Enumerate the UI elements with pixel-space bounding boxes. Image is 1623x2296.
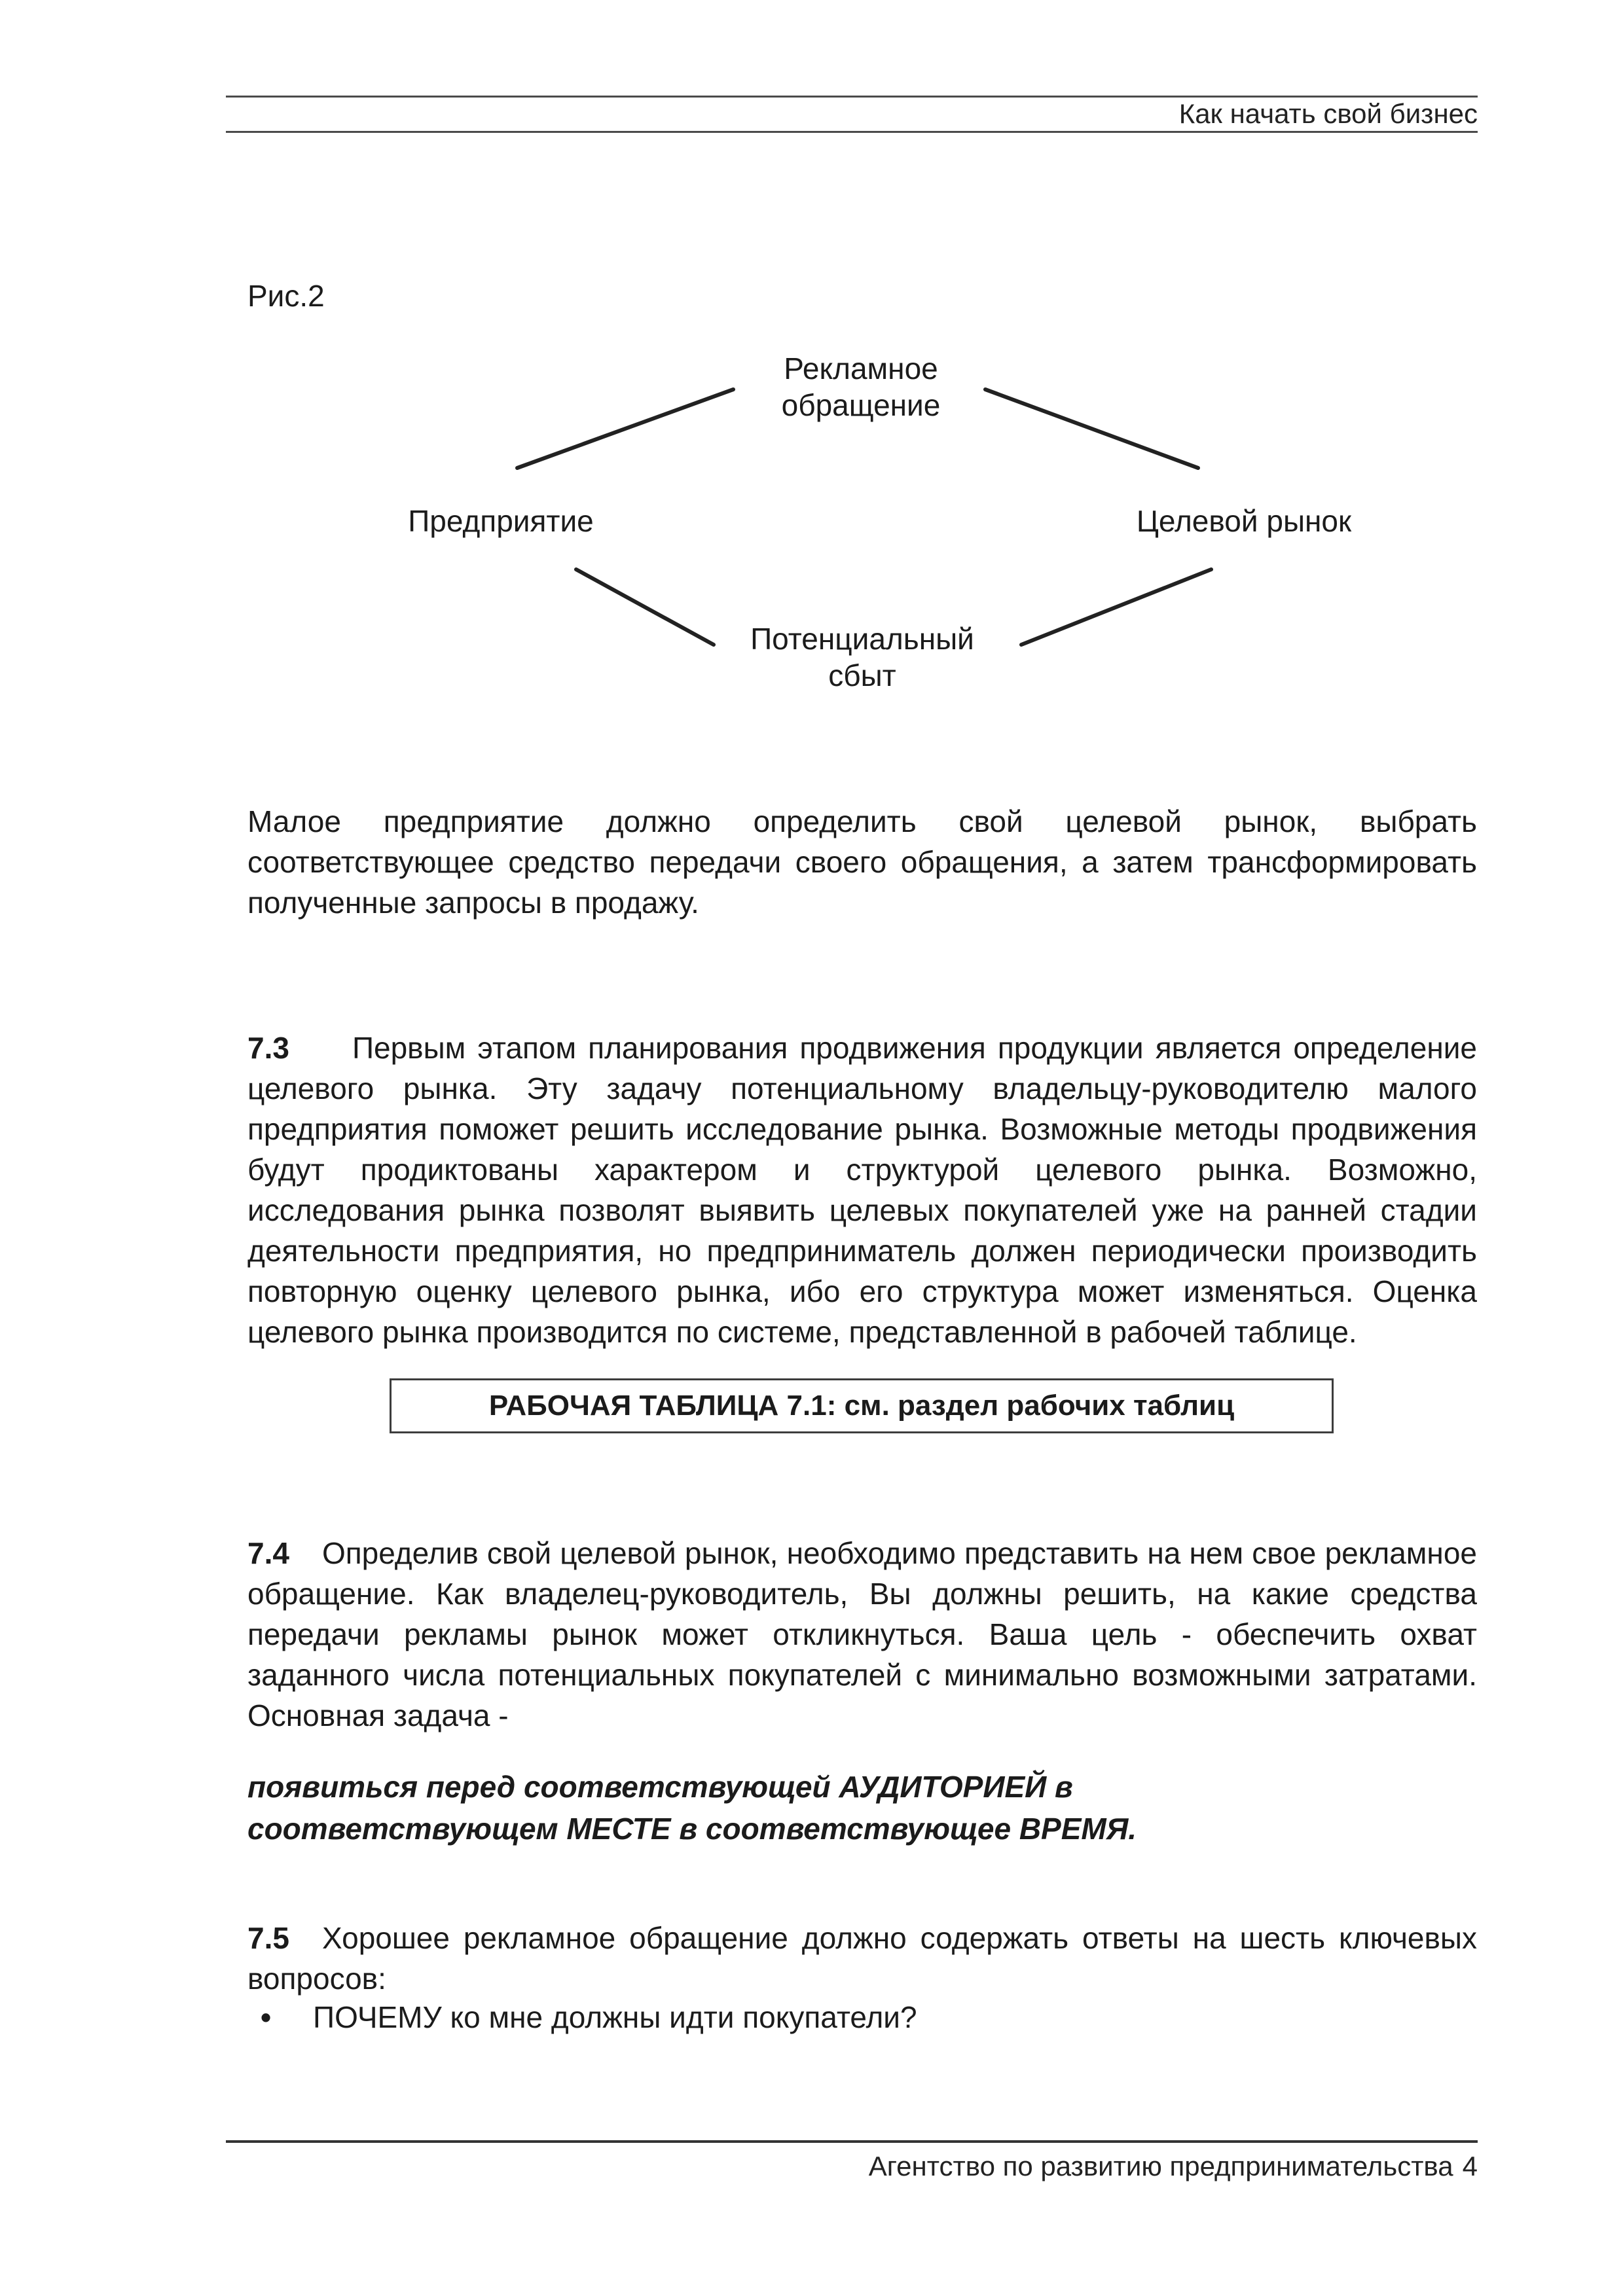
- section-7-4-number: 7.4: [247, 1536, 289, 1570]
- bullet-item: [247, 1998, 1477, 2037]
- figure-node-ad-message: Рекламное обращение: [781, 351, 941, 422]
- line-enterprise-to-ad-message: [517, 389, 733, 468]
- motto-text: появиться перед соответствующей АУДИТОРИЕЙ в соответствующем МЕСТЕ в соответствующее ВРЕМЯ.: [247, 1770, 1137, 1846]
- section-7-3: [247, 1028, 1477, 1352]
- bullet-marker: •: [261, 2000, 272, 2034]
- section-7-5-text: Хорошее рекламное обращение должно содержать ответы на шесть ключевых вопросов:: [247, 1921, 1477, 1996]
- footer-page-number: 4: [1462, 2151, 1478, 2181]
- bullet-text: ПОЧЕМУ ко мне должны идти покупатели?: [313, 2000, 917, 2034]
- worksheet-box-label: РАБОЧАЯ ТАБЛИЦА 7.1: см. раздел рабочих таблиц: [488, 1390, 1235, 1422]
- header-rule-top: [226, 96, 1478, 98]
- footer-rule: [226, 2140, 1478, 2143]
- figure-node-enterprise: Предприятие: [408, 504, 594, 538]
- section-7-5: [247, 1918, 1477, 1999]
- section-7-3-number: 7.3: [247, 1031, 289, 1065]
- paragraph-intro: Малое предприятие должно определить свой целевой рынок, выбрать соответствующее средство передачи своего обращения, а затем трансформировать полученные запросы в продажу.: [247, 804, 1477, 920]
- section-7-5-number: 7.5: [247, 1921, 289, 1955]
- figure-node-target-market: Целевой рынок: [1136, 504, 1352, 538]
- header-rule-bottom: [226, 131, 1478, 133]
- line-ad-message-to-target-market: [985, 389, 1198, 468]
- page-footer: [869, 2149, 1478, 2183]
- figure-node-potential-sales: Потенциальный сбыт: [750, 622, 974, 692]
- line-potential-sales-to-target-market: [1021, 569, 1211, 645]
- header-title: Как начать свой бизнес: [1178, 98, 1478, 129]
- line-enterprise-to-potential-sales: [576, 569, 714, 645]
- section-7-3-text: Первым этапом планирования продвижения продукции является определение целевого рынка. Эту задачу потенциальному владельцу-руководителю малого предприятия поможет решить исследование рынка. Возможные методы продвижения будут продиктованы характером и структурой целевого рынка. Возможно, исследования рынка позволят выявить целевых покупателей уже на ранней стадии деятельности предприятия, но предприниматель должен периодически производить повторную оценку целевого рынка, ибо его структура может изменяться. Оценка целевого рынка производится по системе, представленной в рабочей таблице.: [247, 1031, 1477, 1349]
- footer-text: Агентство по развитию предпринимательства: [868, 2151, 1453, 2181]
- figure-label: Рис.2: [247, 279, 325, 313]
- worksheet-box: [390, 1378, 1334, 1433]
- section-7-4: [247, 1533, 1477, 1736]
- section-7-4-text: Определив свой целевой рынок, необходимо представить на нем свое рекламное обращение. Как владелец-руководитель, Вы должны решить, на какие средства передачи рекламы рынок может откликнуться. Ваша цель - обеспечить охват заданного числа потенциальных покупателей с минимально возможными затратами. Основная задача -: [247, 1536, 1477, 1732]
